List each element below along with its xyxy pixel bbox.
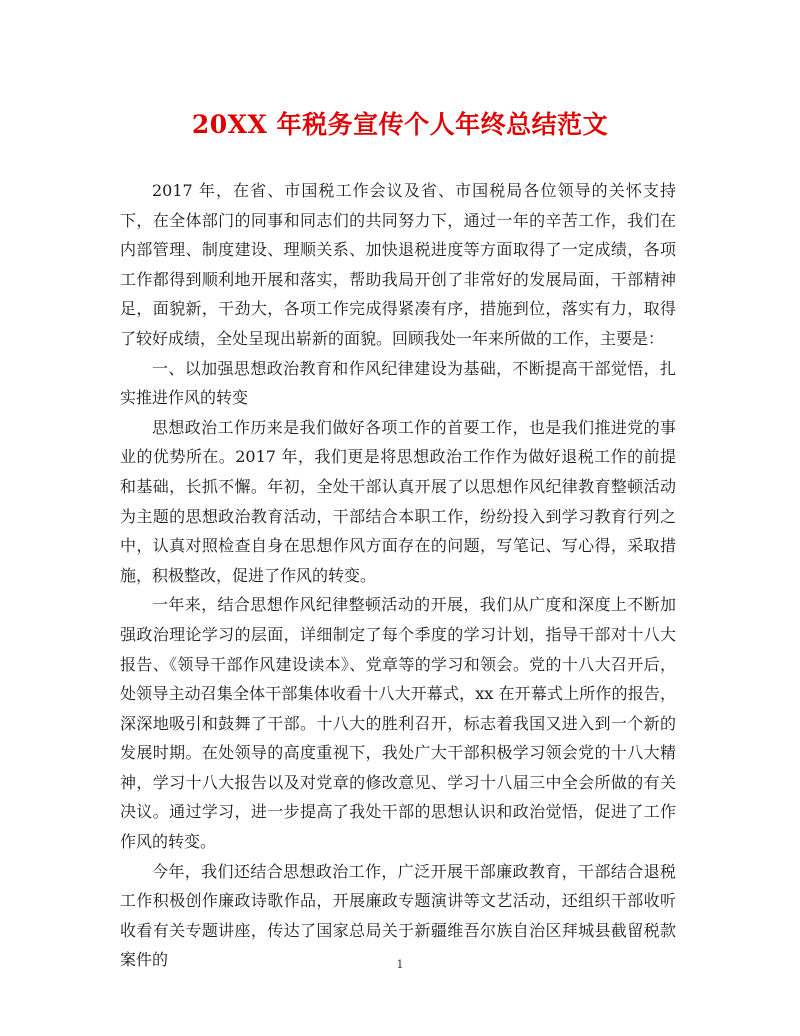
paragraph-political-work: 思想政治工作历来是我们做好各项工作的首要工作，也是我们推进党的事业的优势所在。2017 年，我们更是将思想政治工作作为做好退税工作的前提和基础，长抓不懈。年初，全处干部认真开展了以思想作风纪律教育整顿活动为主题的思想政治教育活动，干部结合本职工作，纷纷投入到学习教育行列之中，认真对照检查自身在思想作风方面存在的问题，写笔记、写心得，采取措施，积极整改，促进了作风的转变。 [120,417,676,585]
section-heading-1: 一、以加强思想政治教育和作风纪律建设为基础，不断提高干部觉悟，扎实推进作风的转变 [120,358,676,408]
document-body [120,176,676,975]
paragraph-intro: 2017 年，在省、市国税工作会议及省、市国税局各位领导的关怀支持下，在全体部门的同事和同志们的共同努力下，通过一年的辛苦工作，我们在内部管理、制度建设、理顺关系、加快退税进度等方面取得了一定成绩，各项工作都得到顺利地开展和落实，帮助我局开创了非常好的发展局面，干部精神足，面貌新，干劲大，各项工作完成得紧凑有序，措施到位，落实有力，取得了较好成绩，全处呈现出崭新的面貌。回顾我处一年来所做的工作，主要是： [120,181,676,348]
paragraph-theory-study: 一年来，结合思想作风纪律整顿活动的开展，我们从广度和深度上不断加强政治理论学习的层面，详细制定了每个季度的学习计划，指导干部对十八大报告、《领导干部作风建设读本》、党章等的学习和领会。党的十八大召开后，处领导主动召集全体干部集体收看十八大开幕式，xx 在开幕式上所作的报告，深深地吸引和鼓舞了干部。十八大的胜利召开，标志着我国又进入到一个新的发展时期。在处领导的高度重视下，我处广大干部积极学习领会党的十八大精神，学习十八大报告以及对党章的修改意见、学习十八届三中全会所做的有关决议。通过学习，进一步提高了我处干部的思想认识和政治觉悟，促进了工作作风的转变。 [120,595,676,852]
page-number: 1 [396,958,404,971]
document-title: 20XX 年税务宣传个人年终总结范文 [191,110,609,139]
paragraph-integrity-education: 今年，我们还结合思想政治工作，广泛开展干部廉政教育，干部结合退税工作积极创作廉政诗歌作品，开展廉政专题演讲等文艺活动，还组织干部收听收看有关专题讲座，传达了国家总局关于新疆维吾尔族自治区拜城县截留税款案件的 [120,861,676,970]
